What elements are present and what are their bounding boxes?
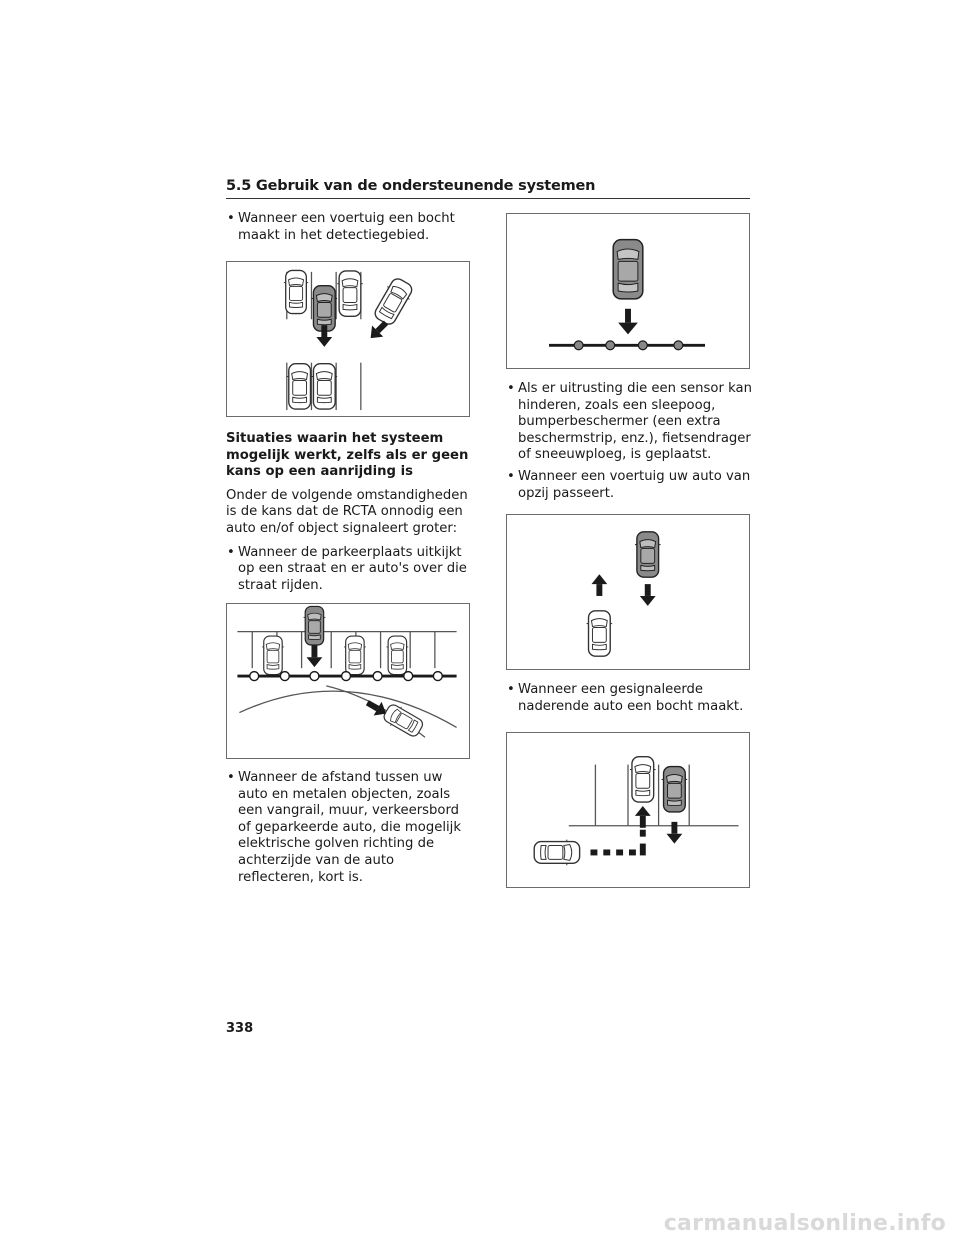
bullet-signaled-car-turning: • Wanneer een gesignaleerde naderende auto een bocht maakt. <box>506 682 752 715</box>
figure-passing-vehicle <box>506 514 750 670</box>
intro-paragraph: Onder de volgende omstandigheden is de kans dat de RCTA onnodig een auto en/of object signaleert groter: <box>226 487 468 536</box>
page-number: 338 <box>226 1021 254 1036</box>
watermark: carmanualsonline.info <box>663 1211 946 1236</box>
figure-parking-street <box>226 603 470 759</box>
left-column <box>226 211 472 249</box>
right-column-top <box>506 381 752 507</box>
bullet-metal-objects: • Wanneer de afstand tussen uw auto en metalen objecten, zoals een vangrail, muur, verkeersbord of geparkeerde auto, die mogelijk elektrische golven richting de achterzijde van de auto reflecteren, kort is. <box>226 770 472 886</box>
figure-signaled-car-turning <box>506 732 750 888</box>
bullet-parking-street: • Wanneer de parkeerplaats uitkijkt op een straat en er auto's over die straat rijden. <box>226 545 472 595</box>
right-column-bottom <box>506 682 752 720</box>
section-header: 5.5 Gebruik van de ondersteunende systemen <box>226 178 750 199</box>
bullet-sensor-equipment: • Als er uitrusting die een sensor kan hinderen, zoals een sleepoog, bumperbeschermer (een extra beschermstrip, enz.), fietsendrager of sneeuwploeg, is geplaatst. <box>506 381 752 464</box>
figure-turning-vehicle <box>226 261 470 417</box>
bullet-turning-vehicle: • Wanneer een voertuig een bocht maakt in het detectiegebied. <box>226 211 472 244</box>
left-column-middle <box>226 431 472 599</box>
figure-sensor-equipment <box>506 213 750 369</box>
left-column-bottom <box>226 770 472 891</box>
bullet-passing-vehicle: • Wanneer een voertuig uw auto van opzij passeert. <box>506 469 752 502</box>
section-heading: Situaties waarin het systeem mogelijk werkt, zelfs als er geen kans op een aanrijding is <box>226 431 469 480</box>
